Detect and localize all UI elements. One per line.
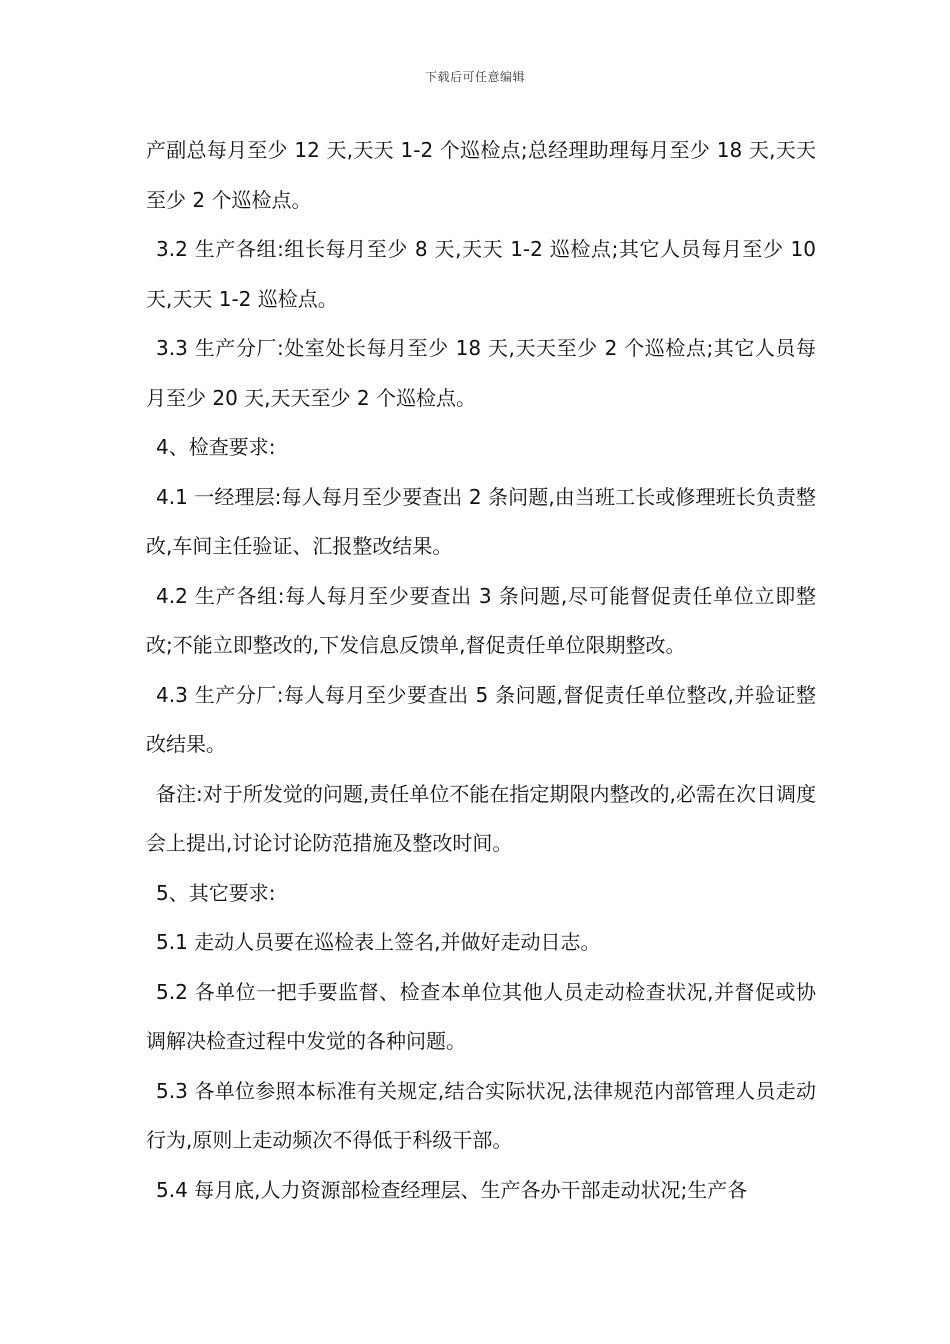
section-heading-5: 5、其它要求: (156, 880, 276, 905)
paragraph-4-3: 4.3 生产分厂:每人每月至少要查出 5 条问题,督促责任单位整改,并验证整改结果。 (146, 682, 816, 756)
paragraph-remark: 备注:对于所发觉的问题,责任单位不能在指定期限内整改的,必需在次日调度会上提出,讨论讨论防范措施及整改时间。 (146, 781, 816, 855)
paragraph-5-3: 5.3 各单位参照本标准有关规定,结合实际状况,法律规范内部管理人员走动行为,原则上走动频次不得低于科级干部。 (146, 1078, 816, 1152)
paragraph-5-2: 5.2 各单位一把手要监督、检查本单位其他人员走动检查状况,并督促或协调解决检查过程中发觉的各种问题。 (146, 979, 816, 1053)
paragraph-5-4: 5.4 每月底,人力资源部检查经理层、生产各办干部走动状况;生产各 (156, 1177, 748, 1202)
section-heading-4: 4、检查要求: (156, 435, 276, 459)
document-body (146, 126, 816, 1215)
header-note: 下载后可任意编辑 (424, 70, 525, 84)
paragraph-5-1: 5.1 走动人员要在巡检表上签名,并做好走动日志。 (156, 930, 601, 954)
paragraph-3-2: 3.2 生产各组:组长每月至少 8 天,天天 1-2 巡检点;其它人员每月至少 10 天,天天 1-2 巡检点。 (146, 237, 816, 311)
paragraph-4-2: 4.2 生产各组:每人每月至少要查出 3 条问题,尽可能督促责任单位立即整改;不能立即整改的,下发信息反馈单,督促责任单位限期整改。 (146, 583, 816, 657)
paragraph-3-3: 3.3 生产分厂:处室处长每月至少 18 天,天天至少 2 个巡检点;其它人员每月至少 20 天,天天至少 2 个巡检点。 (146, 336, 816, 410)
paragraph-4-1: 4.1 一经理层:每人每月至少要查出 2 条问题,由当班工长或修理班长负责整改,车间主任验证、汇报整改结果。 (146, 484, 816, 558)
paragraph-inspection-frequency-managers: 产副总每月至少 12 天,天天 1-2 个巡检点;总经理助理每月至少 18 天,天天至少 2 个巡检点。 (146, 138, 816, 212)
